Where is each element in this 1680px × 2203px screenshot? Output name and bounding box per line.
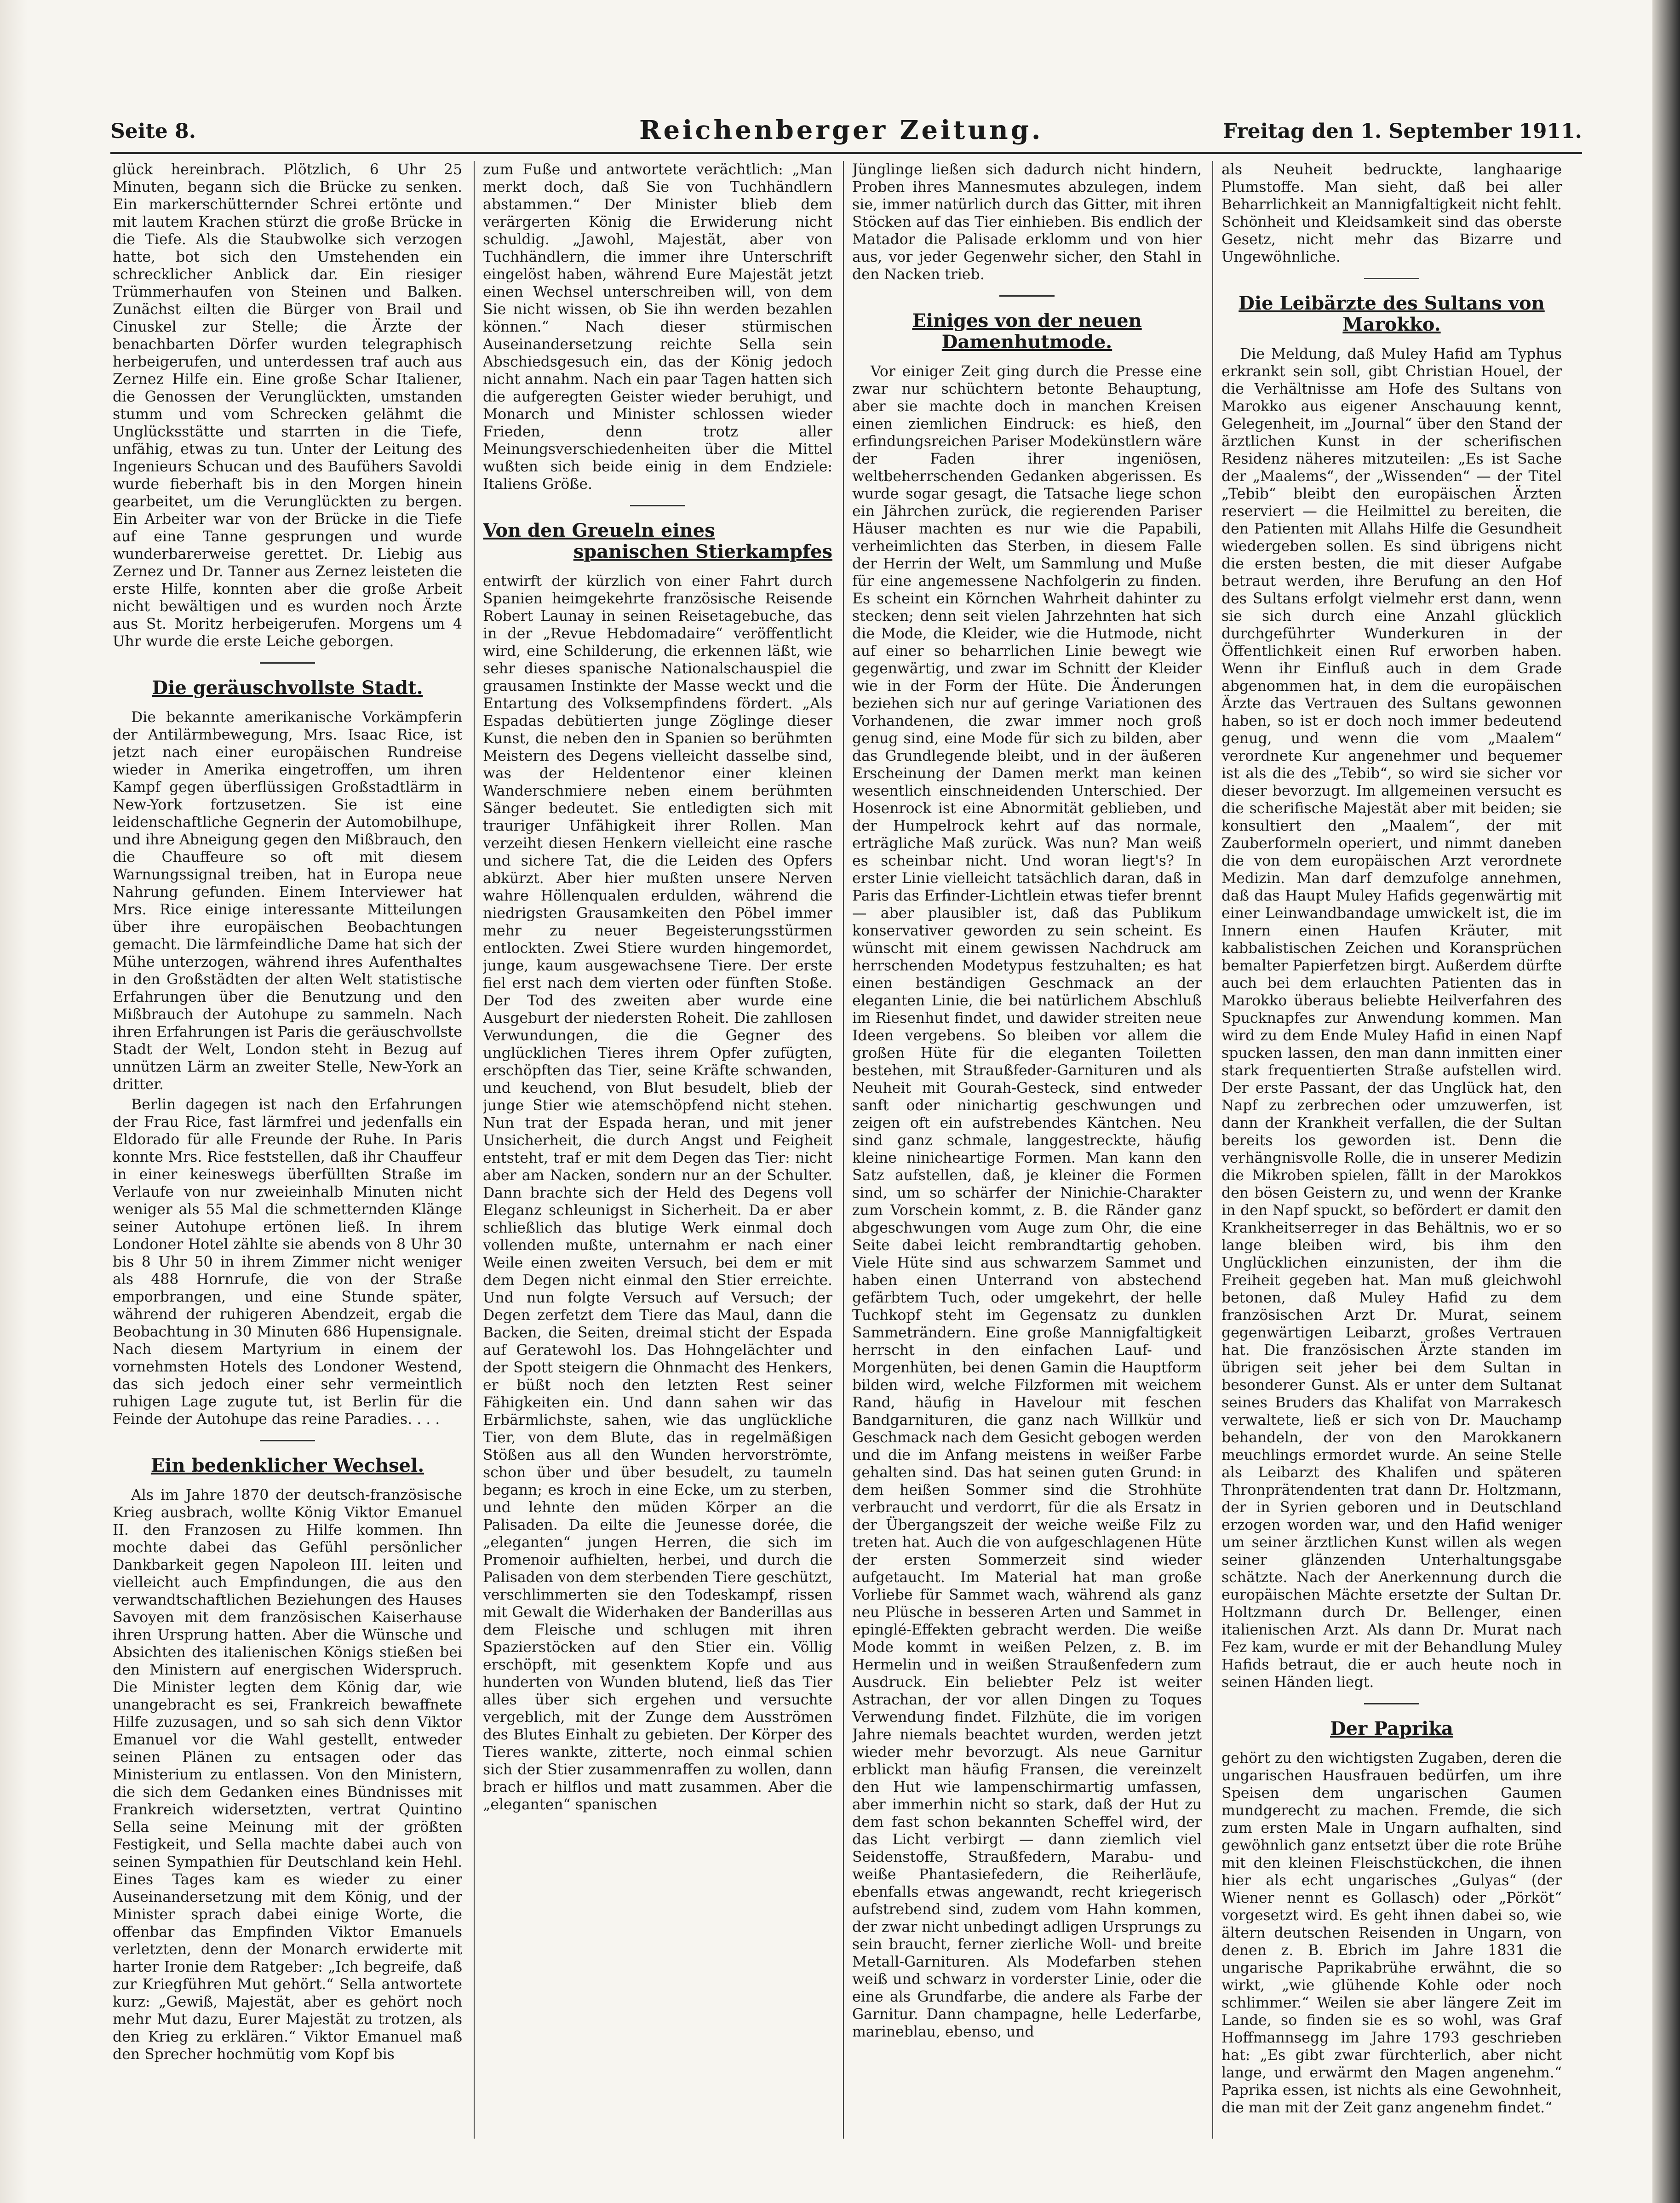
column-rule <box>1212 161 1213 2139</box>
article-divider <box>260 662 315 664</box>
article-paragraph: Berlin dagegen ist nach den Erfahrungen der Frau Rice, fast lärmfrei und jedenfalls ein Eldorado für alle Freunde der Ruhe. In Paris konnte Mrs. Rice feststellen, daß ihr Chauffeur in einer keineswegs überfüllten Straße im Verlaufe von nur zweieinhalb Minuten nicht weniger als 55 Mal die schmetternden Klänge seiner Autohupe ertönen ließ. In ihrem Londoner Hotel zählte sie abends von 8 Uhr 30 bis 8 Uhr 50 in ihrem Zimmer nicht weniger als 488 Hornrufe, die von der Straße emporbrangen, und eine Stunde später, während der ruhigeren Abendzeit, ergab die Beobachtung in 30 Minuten 686 Hupensignale. Nach diesem Martyrium in einem der vornehmsten Hotels des Londoner Westend, das sich jedoch einer sehr vermeintlich ruhigen Lage zugute tut, ist Berlin für die Feinde der Autohupe das reine Paradies. . . . <box>113 1096 462 1428</box>
article-divider <box>260 1440 315 1441</box>
article-divider <box>1364 1703 1419 1704</box>
headline-risky-bill: Ein bedenklicher Wechsel. <box>150 1455 424 1476</box>
article-paragraph: Als im Jahre 1870 der deutsch-französische Krieg ausbrach, wollte König Viktor Emanuel II. den Franzosen zu Hilfe kommen. Ihn mochte dabei das Gefühl persönlicher Dankbarkeit gegen Napoleon III. leiten und vielleicht auch Empfindungen, die aus den verwandtschaftlichen Beziehungen des Hauses Savoyen mit dem französischen Kaiserhause ihren Ursprung hatten. Aber die Wünsche und Absichten des italienischen Königs stießen bei den Ministern auf energischen Widerspruch. Die Minister legten dem König dar, wie unangebracht es sei, Frankreich bewaffnete Hilfe zuzusagen, und so sah sich denn Viktor Emanuel vor die Wahl gestellt, entweder seinen Plänen zu entsagen oder das Ministerium zu entlassen. Von den Ministern, die sich dem Gedanken eines Bündnisses mit Frankreich widersetzten, vertrat Quintino Sella seine Meinung mit der größten Festigkeit, und Sella machte dabei auch von seinen Sympathien für Deutschland kein Hehl. Eines Tages kam es wieder zu einer Auseinandersetzung mit dem König, und der Minister sprach dabei einige Worte, die offenbar das Empfinden Viktor Emanuels verletzten, denn der Monarch erwiderte mit harter Ironie dem Ratgeber: „Ich begreife, daß zur Kriegführen Mut gehört.“ Sella antwortete kurz: „Gewiß, Majestät, aber es gehört noch mehr Mut dazu, Eurer Majestät zu trotzen, als den Krieg zu erklären.“ Viktor Emanuel maß den Sprecher hochmütig vom Kopf bis <box>113 1487 462 2063</box>
issue-date: Freitag den 1. September 1911. <box>1222 120 1582 143</box>
headline-bullfight <box>483 520 832 562</box>
headline-hat-fashion: Einiges von der neuen Damenhutmode. <box>912 310 1142 353</box>
page-number: Seite 8. <box>110 120 196 143</box>
article-paragraph: Die bekannte amerikanische Vorkämpferin der Antilärmbewegung, Mrs. Isaac Rice, ist jetzt nach einer europäischen Rundreise wieder in Amerika eingetroffen, um ihren Kampf gegen überflüssigen Großstadtlärm in New-York fortzusetzen. Sie ist eine leidenschaftliche Gegnerin der Automobilhupe, und ihre Abneigung gegen den Mißbrauch, den die Chauffeure so oft mit diesem Warnungssignal treiben, hat in Europa neue Nahrung gefunden. Einem Interviewer hat Mrs. Rice einige interessante Mitteilungen über ihre europäischen Beobachtungen gemacht. Die lärmfeindliche Dame hat sich der Mühe unterzogen, während ihres Aufenthaltes in den Großstädten der alten Welt statistische Erfahrungen über die Benutzung und den Mißbrauch der Autohupe zu sammeln. Nach ihren Erfahrungen ist Paris die geräuschvollste Stadt der Welt, London steht in Bezug auf unnützen Lärm an zweiter Stelle, New-York an dritter. <box>113 709 462 1093</box>
headline-noisiest-city: Die geräuschvollste Stadt. <box>152 677 423 699</box>
article-paragraph: gehört zu den wichtigsten Zugaben, deren die ungarischen Hausfrauen bedürfen, um ihre Speisen dem ungarischen Gaumen mundgerecht zu machen. Fremde, die sich zum ersten Male in Ungarn aufhalten, sind gewöhnlich ganz entsetzt über die rote Brühe mit den kleinen Fleischstückchen, die ihnen hier als echt ungarisches „Gulyas“ (der Wiener nennt es Gollasch) oder „Pörköt“ vorgesetzt wird. Es geht ihnen dabei so, wie ältern deutschen Reisenden in Ungarn, von denen z. B. Ebrich im Jahre 1831 die ungarische Paprikabrühe erwähnt, die so wirkt, „wie glühende Kohle oder noch schlimmer.“ Weilen sie aber längere Zeit im Lande, so finden sie es so wohl, was Graf Hoffmannsegg im Jahre 1793 geschrieben hat: „Es gibt zwar fürchterlich, aber nicht lange, und erwärmt den Magen angenehm.“ Paprika essen, ist nichts als eine Gewohnheit, die man mit der Zeit ganz angenehm findet.“ <box>1221 1750 1562 2116</box>
page-right-edge-shadow <box>1652 0 1680 2203</box>
column-rule <box>474 161 475 2139</box>
article-divider <box>999 295 1055 297</box>
article-continuation: zum Fuße und antwortete verächtlich: „Man merkt doch, daß Sie von Tuchhändlern abstammen.“ Der Minister blieb dem verärgerten König die Erwiderung nicht schuldig. „Jawohl, Majestät, aber von Tuchhändlern, die immer ihre Unterschrift eingelöst haben, während Eure Majestät jetzt einen Wechsel unterschreiben will, von dem Sie nicht wissen, ob Sie ihn werden bezahlen können.“ Nach dieser stürmischen Auseinandersetzung reichte Sella sein Abschiedsgesuch ein, das der König jedoch nicht annahm. Nach ein paar Tagen hatten sich die aufgeregten Geister wieder beruhigt, und Monarch und Minister schlossen wieder Frieden, denn trotz aller Meinungsverschiedenheiten über die Mittel wußten sich beide einig in dem Endziele: Italiens Größe. <box>483 161 832 493</box>
headline-sultan-physicians: Die Leibärzte des Sultans von Marokko. <box>1238 293 1545 335</box>
article-continuation: Jünglinge ließen sich dadurch nicht hindern, Proben ihres Mannesmutes abzulegen, indem sie, immer natürlich durch das Gitter, mit ihren Stöcken auf das Tier einhieben. Bis endlich der Matador die Palisade erklomm und von hier aus, vor jeder Gegenwehr sicher, den Stahl in den Nacken trieb. <box>852 161 1202 283</box>
column-2 <box>483 161 832 2134</box>
headline-line-2: spanischen Stierkampfes <box>573 541 832 562</box>
page-left-margin <box>0 0 28 2203</box>
article-paragraph: Vor einiger Zeit ging durch die Presse eine zwar nur schüchtern betonte Behauptung, aber sie machte doch in manchen Kreisen einen ziemlichen Eindruck: es hieß, den erfindungsreichen Pariser Modekünstlern wäre der Faden ihrer ingeniösen, weltbeherrschenden Gedanken abgerissen. Es wurde sogar gesagt, die Tatsache liege schon ein Jährchen zurück, die regierenden Pariser Häuser machten es nur wie die Papabili, verheimlichten das Sterben, in diesem Falle der Herrin der Welt, um Sammlung und Muße für eine angemessene Nachfolgerin zu finden. Es scheint ein Körnchen Wahrheit dahinter zu stecken; denn seit vielen Jahrzehnten hat sich die Mode, die Kleider, wie die Hutmode, nicht auf einer so beharrlichen Linie bewegt wie gegenwärtig, und zwar im Schnitt der Kleider wie in der Form der Hüte. Die Änderungen beziehen sich nur auf geringe Variationen des Vorhandenen, die zwar immer noch groß genug sind, eine Mode für sich zu bilden, aber das Grundlegende bleibt, und in der äußeren Erscheinung der Damen merkt man keinen wesentlich einschneidenden Unterschied. Der Hosenrock ist eine Abnormität geblieben, und der Humpelrock kehrt auf das normale, erträgliche Maß zurück. Was nun? Man weiß es scheinbar nicht. Und woran liegt's? In erster Linie vielleicht tatsächlich daran, daß in Paris das Erfinder-Lichtlein etwas tiefer brennt — aber plausibler ist, daß das Publikum konservativer geworden zu sein scheint. Es wünscht mit einem gewissen Nachdruck am herrschenden Modetypus festzuhalten; es hat einen beständigen Geschmack an der eleganten Linie, die bei natürlichem Abschluß im Riesenhut findet, und dawider streiten neue Ideen vergebens. So bleiben vor allem die großen Hüte für die eleganten Toiletten bestehen, mit Straußfeder-Garnituren und als Neuheit mit Gourah-Gesteck, sind entweder sanft oder ninichartig geschwungen und zeigen oft ein aufstrebendes Käntchen. Neu sind ganz schmale, langgestreckte, häufig kleine ninicheartige Formen. Man kann den Satz aufstellen, daß, je kleiner die Formen sind, um so schärfer der Ninichie-Charakter zum Vorschein kommt, z. B. die Ränder ganz abgeschwungen vom Auge zum Ohr, die eine Seite dabei leicht rembrandtartig gehoben. Viele Hüte sind aus schwarzem Sammet und haben einen Unterrand von abstechend gefärbtem Tuch, oder umgekehrt, der helle Tuchkopf steht im Gegensatz zu dunklen Sammeträndern. Eine große Mannigfaltigkeit herrscht in den einfachen Lauf- und Morgenhüten, bei denen Gamin die Hauptform bilden wird, welche Filzformen mit weichem Rand, häufig in Havelour mit feschen Bandgarnituren, die ganz nach Willkür und Geschmack nach dem Gesicht gebogen werden und die im Anfang meistens in weißer Farbe gehalten sind. Das hat seinen guten Grund: in dem heißen Sommer sind die Strohhüte verbraucht und verdorrt, für die als Ersatz in der Übergangszeit der weiche weiße Filz zu treten hat. Auch die von aufgeschlagenen Hüte der ersten Sommerzeit sind wieder aufgetaucht. Im Material hat man große Vorliebe für Sammet wach, während als ganz neu Plüsche in besseren Arten und Sammet in epinglé-Effekten gebracht werden. Die weiße Mode kommt in weißen Pelzen, z. B. im Hermelin und in weißen Straußenfedern zum Ausdruck. Ein beliebter Pelz ist weiter Astrachan, der vor allen Dingen zu Toques Verwendung findet. Filzhüte, die im vorigen Jahre niemals beachtet wurden, werden jetzt wieder mehr bevorzugt. Als neue Garnitur erblickt man häufig Fransen, die vereinzelt den Hut wie lampenschirmartig umfassen, aber immerhin nicht so stark, daß der Hut zu dem fast schon bekannten Scheffel wird, der das Licht verbirgt — dann ziemlich viel Seidenstoffe, Straußfedern, Marabu- und weiße Phantasiefedern, die Reiherläufe, ebenfalls etwas angewandt, recht kriegerisch aufstrebend sind, zudem vom Hahn kommen, der zwar nicht unbedingt adligen Ursprungs zu sein braucht, ferner zierliche Woll- und breite Metall-Garnituren. Als Modefarben stehen weiß und schwarz in vorderster Linie, oder die eine als Grundfarbe, die andere als Farbe der Garnitur. Dann champagne, helle Lederfarbe, marineblau, ebenso, und <box>852 363 1202 2040</box>
masthead: Reichenberger Zeitung. <box>639 115 1044 145</box>
headline-line-1: Von den Greueln eines <box>483 520 715 541</box>
article-divider <box>630 505 685 506</box>
article-continuation: glück hereinbrach. Plötzlich, 6 Uhr 25 Minuten, begann sich die Brücke zu senken. Ein markerschütternder Schrei ertönte und mit lautem Krachen stürzt die große Brücke in die Tiefe. Als die Staubwolke sich verzogen hatte, bot sich den Umstehenden ein schrecklicher Anblick dar. Ein riesiger Trümmerhaufen von Steinen und Balken. Zunächst eilten die Bürger von Brail und Cinuskel zur Stelle; die Ärzte der benachbarten Dörfer wurden telegraphisch herbeigerufen, und unterdessen traf auch aus Zernez Hilfe ein. Eine große Schar Italiener, die Genossen der Verunglückten, umstanden stumm und vom Schrecken gelähmt die Unglücksstätte und starrten in die Tiefe, unfähig, etwas zu tun. Unter der Leitung des Ingenieurs Schucan und des Baufühers Savoldi wurde fieberhaft bis in den Morgen hinein gearbeitet, um die Verunglückten zu bergen. Ein Arbeiter war von der Brücke in die Tiefe auf eine Tanne gesprungen und wurde wunderbarerweise gerettet. Dr. Liebig aus Zernez und Dr. Tanner aus Zernez leisteten die erste Hilfe, konnten aber die große Arbeit nicht bewältigen und es wurden noch Ärzte aus St. Moritz herbeigerufen. Morgens um 4 Uhr wurde die erste Leiche geborgen. <box>113 161 462 650</box>
column-1 <box>113 161 462 2134</box>
column-rule <box>843 161 844 2139</box>
headline-paprika: Der Paprika <box>1330 1718 1453 1739</box>
page-header <box>110 115 1582 154</box>
article-continuation: als Neuheit bedruckte, langhaarige Plumstoffe. Man sieht, daß bei aller Beharrlichkeit an Mannigfaltigkeit nicht fehlt. Schönheit und Kleidsamkeit sind das oberste Gesetz, nicht mehr das Bizarre und Ungewöhnliche. <box>1221 161 1562 265</box>
column-3 <box>852 161 1202 2134</box>
article-divider <box>1364 278 1419 279</box>
article-paragraph: entwirft der kürzlich von einer Fahrt durch Spanien heimgekehrte französische Reisende Robert Launay in seinen Reisetagebuche, das in der „Revue Hebdomadaire“ veröffentlicht wird, eine Schilderung, die erkennen läßt, wie sehr dieses spanische Nationalschauspiel die grausamen Instinkte der Masse weckt und die Entartung des Volksempfindens fördert. „Als Espadas debütierten junge Zöglinge dieser Kunst, die neben den in Spanien so berühmten Meistern des Degens vielleicht dasselbe sind, was der Heldentenor einer kleinen Wanderschmiere neben einem berühmten Sänger bedeutet. Sie entledigten sich mit trauriger Unfähigkeit ihrer Rollen. Man verzeiht diesen Henkern vielleicht eine rasche und sichere Tat, die die Leiden des Opfers abkürzt. Aber hier mußten unsere Nerven wahre Höllenqualen erdulden, während die niedrigsten Grausamkeiten den Pöbel immer mehr zu neuer Begeisterungsstürmen entlockten. Zwei Stiere wurden hingemordet, junge, kaum ausgewachsene Tiere. Der erste fiel erst nach dem vierten oder fünften Stoße. Der Tod des zweiten aber wurde eine Ausgeburt der niedersten Roheit. Die zahllosen Verwundungen, die die Gegner des unglücklichen Tieres ihrem Opfer zufügten, erschöpften das Tier, seine Kräfte schwanden, und keuchend, von Blut besudelt, blieb der junge Stier wie atemschöpfend nicht stehen. Nun trat der Espada heran, und mit jener Unsicherheit, die durch Angst und Feigheit entsteht, traf er mit dem Degen das Tier: nicht aber am Nacken, sondern nur an der Schulter. Dann brachte sich der Held des Degens voll Eleganz schleunigst in Sicherheit. Da er aber schließlich das blutige Werk einmal doch vollenden mußte, unternahm er nach einer Weile einen zweiten Versuch, bei dem er mit dem Degen nicht einmal den Stier erreichte. Und nun folgte Versuch auf Versuch; der Degen zerfetzt dem Tiere das Maul, dann die Backen, die Seiten, dreimal sticht der Espada auf Geratewohl los. Das Hohngelächter und der Spott steigern die Ohnmacht des Henkers, er büßt noch den letzten Rest seiner Fähigkeiten ein. Und dann sahen wir das Erbärmlichste, sahen, wie das unglückliche Tier, von dem Blute, das in regelmäßigen Stößen aus all den Wunden hervorströmte, schon über und über besudelt, zu taumeln begann; es kroch in eine Ecke, um zu sterben, und lehnte den müden Körper an die Palisaden. Da eilte die Jeunesse dorée, die „eleganten“ jungen Herren, die sich im Promenoir aufhielten, herbei, und durch die Palisaden von dem sterbenden Tiere geschützt, verschlimmerten sie den Todeskampf, rissen mit Gewalt die Widerhaken der Banderillas aus dem Fleische und schlugen mit ihren Spazierstöcken auf den Stier ein. Völlig erschöpft, mit gesenktem Kopfe und aus hunderten von Wunden blutend, ließ das Tier alles über sich ergehen und versuchte vergeblich, mit der Zunge dem Ausströmen des Blutes Einhalt zu gebieten. Der Körper des Tieres wankte, zitterte, noch einmal schien sich der Stier zusammenraffen zu wollen, dann brach er hilflos und matt zusammen. Aber die „eleganten“ spanischen <box>483 573 832 1813</box>
article-paragraph: Die Meldung, daß Muley Hafid am Typhus erkrankt sein soll, gibt Christian Houel, der die Verhältnisse am Hofe des Sultans von Marokko aus eigener Anschauung kennt, Gelegenheit, im „Journal“ über den Stand der ärztlichen Kunst in der scherifischen Residenz näheres mitzuteilen: „Es ist Sache der „Maalems“, der „Wissenden“ — der Titel „Tebib“ bleibt den europäischen Ärzten reserviert — die Heilmittel zu bereiten, die den Patienten mit Allahs Hilfe die Gesundheit wiedergeben sollen. Es sind übrigens nicht die ersten besten, die mit dieser Aufgabe betraut werden, ihre Berufung an den Hof des Sultans erfolgt vielmehr erst dann, wenn sie sich durch eine Anzahl glücklich durchgeführter Wunderkuren in der Öffentlichkeit einen Ruf erworben haben. Wenn ihr Einfluß auch in dem Grade abgenommen hat, in dem die europäischen Ärzte das Vertrauen des Sultans gewonnen haben, so ist er doch noch immer bedeutend genug, und wenn die vom „Maalem“ verordnete Kur angenehmer und bequemer ist als die des „Tebib“, so wird sie sicher vor dieser bevorzugt. Im allgemeinen versucht es die scherifische Majestät aber mit beiden; sie konsultiert den „Maalem“, der mit Zauberformeln operiert, und nimmt daneben die von dem europäischen Arzt verordnete Medizin. Man darf demzufolge annehmen, daß das Haupt Muley Hafids gegenwärtig mit einer Leinwandbandage umwickelt ist, die im Innern einen Haufen Kräuter, mit kabbalistischen Zeichen und Koransprüchen bemalter Papierfetzen birgt. Außerdem dürfte auch bei dem erlauchten Patienten das in Marokko überaus beliebte Heilverfahren des Spucknapfes zur Anwendung kommen. Man wird zu dem Ende Muley Hafid in einen Napf spucken lassen, den man dann inmitten einer stark frequentierten Straße aufstellen wird. Der erste Passant, der das Unglück hat, den Napf zu zerbrechen oder umzuwerfen, ist dann der Krankheit verfallen, die der Sultan bereits los geworden ist. Denn die verhängnisvolle Rolle, die in unserer Medizin die Mikroben spielen, fällt in der Marokkos den bösen Geistern zu, und wenn der Kranke in den Napf spuckt, so befördert er damit den Krankheitserreger in das Behältnis, wo er so lange bleiben wird, bis ihm den Unglücklichen einzunisten, der ihm die Freiheit gegeben hat. Man muß gleichwohl betonen, daß Muley Hafid zu dem französischen Arzt Dr. Murat, seinem gegenwärtigen Leibarzt, großes Vertrauen hat. Die französischen Ärzte standen im übrigen seit jeher bei dem Sultan in besonderer Gunst. Als er unter dem Sultanat seines Bruders das Khalifat von Marrakesch verwaltete, ließ er sich von Dr. Mauchamp behandeln, der von den Marokkanern meuchlings ermordet wurde. An seine Stelle als Leibarzt des Khalifen und späteren Thronprätendenten trat dann Dr. Holtzmann, der in Syrien geboren und in Deutschland erzogen worden war, und den Hafid weniger um seiner ärztlichen Kunst willen als wegen seiner glänzenden Unterhaltungsgabe schätzte. Nach der Anerkennung durch die europäischen Mächte ersetzte der Sultan Dr. Holtzmann durch Dr. Bellenger, einen italienischen Arzt. Als dann Dr. Murat nach Fez kam, wurde er mit der Behandlung Muley Hafids betraut, die er auch heute noch in seinen Händen liegt. <box>1221 346 1562 1691</box>
column-4 <box>1221 161 1562 2134</box>
